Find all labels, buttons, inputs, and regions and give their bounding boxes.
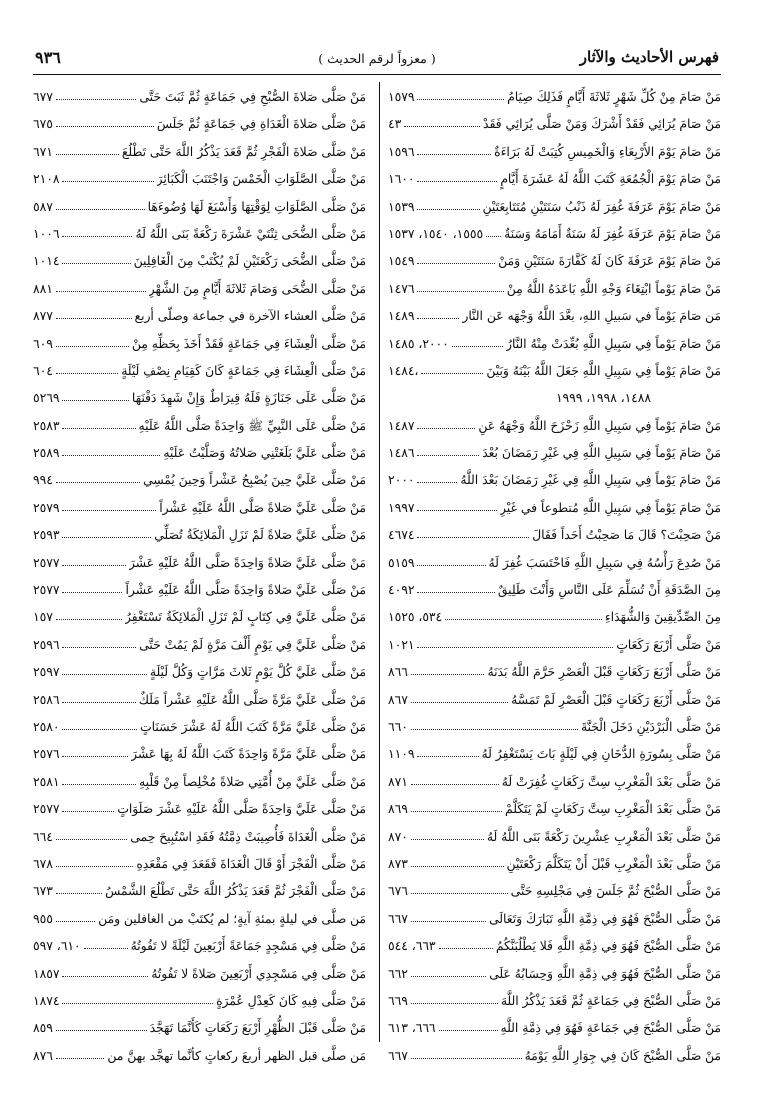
index-entry [388,714,721,741]
entry-reference: ٢٥٨١ [33,774,60,789]
entry-text: مَنْ صَامَ مِنْ كُلِّ شَهْرٍ ثَلاثَةَ أَيَّامٍ فَذَلِكَ صِيَامُ [507,90,721,104]
leader-dots [62,647,136,648]
entry-text: مَنْ صَلَّى الصَّلَوَاتِ الْخَمْسَ وَاجْتَنَبَ الْكَبَائِرَ [156,172,366,187]
index-entry [33,851,366,878]
leader-dots [417,455,479,456]
index-entry [33,961,366,988]
leader-dots [56,346,129,347]
entry-text: مَنْ صَلَّى عَلَيَّ مَرَّةً وَاحِدَةً كَتَبَ اللَّهُ لَهُ بِهَا عَشْرَ [131,747,366,762]
entry-text: مَنْ صَلَّى عَلَيَّ مَرَّةً كَتَبَ اللَّهُ لَهُ عَشْرَ حَسَنَاتٍ [140,719,366,734]
entry-reference: ٢٥٧٦ [33,747,60,762]
page-number: ٩٣٦ [35,48,61,67]
leader-dots [56,154,119,155]
leader-dots [62,510,156,511]
index-entry [388,961,721,988]
entry-text: مَنْ صَلَّى الْعِشَاءَ فِي جَمَاعَةٍ فَقَدْ أَخَذَ بِحَظِّهِ مِنْ [131,336,366,351]
index-entry [388,84,721,111]
entry-text: مَنْ صَامَ يَوْمَ عَرَفَةَ كَانَ لَهُ كَفَّارَةَ سَنَتَيْنِ وَمَنْ [498,254,721,269]
leader-dots [62,400,129,401]
entry-reference: ١٥٧ [33,610,53,625]
entry-text: مِنَ الصَّدَقَةِ أَنْ تُسَلِّمَ عَلَى النَّاسِ وَأَنْتَ طَلِيقٌ [497,583,721,598]
leader-dots [417,592,495,593]
index-entry [33,796,366,823]
entry-reference: ١٠١٤ [33,254,60,269]
entry-text: مَنْ صَلَّى صَلاةَ الْغَدَاةِ فِي جَمَاعَةٍ ثُمَّ جَلَسَ [156,117,366,132]
index-entry [33,331,366,358]
entry-text: مَنْ صَلَّى عَلَيَّ فِي كِتَابٍ لَمْ تَزَلِ الْمَلائِكَةُ تَسْتَغْفِرُ [124,610,366,625]
index-entry [388,522,721,549]
entry-text: مَن صَامَ يَوْماً في سَبيلِ اللهِ، بعَّدَ اللَّهُ وَجْهَه عَن النَّار [462,309,721,324]
leader-dots [411,976,486,977]
entry-text: مَنْ صَامَ يَوْماً فِي سَبِيلِ اللَّهِ فِي غَيْرِ رَمَضَانَ بَعْدَ اللَّهُ [460,473,721,488]
entry-text: مَنْ صَامَ يَوْماً فِي سَبِيلِ اللَّهِ فِي غَيْرِ رَمَضَانَ بُعْدَ [482,446,721,461]
entry-text: مَنْ صُدِعَ رَأْسُهُ فِي سَبِيلِ اللَّهِ فَاحْتَسَبَ غُفِرَ لَهُ [488,555,721,570]
column-divider [379,82,380,1042]
leader-dots [421,373,483,374]
index-entry [388,824,721,851]
leader-dots [62,236,132,237]
entry-reference: ٦٧٧ [33,90,53,104]
entry-text: مِنَ الصِّدِّيقِينَ وَالشُّهَدَاءِ [604,610,721,625]
entry-reference: ٢٠٠٠ [388,473,415,488]
entry-reference: ١٨٥٧ [33,966,60,981]
index-entry [388,248,721,275]
entry-reference: ٥٣٤، ١٥٢٥ [388,610,443,625]
entry-text: مَنْ صَلَّى بَعْدَ الْمَغْرِبِ سِتَّ رَكَعَاتٍ غُفِرَتْ لَهُ [501,774,721,789]
entry-reference: ٢١٠٨ [33,172,60,187]
entry-reference: ٢٥٧٧ [33,583,60,598]
index-entry [33,632,366,659]
entry-text: مَنْ صَامَ يُرَائِي فَقَدْ أَشْرَكَ وَمَنْ صَلَّى يُرَائِي فَقَدْ [482,117,721,132]
leader-dots [56,619,122,620]
entry-text: مَنْ صَلَّى الْعِشَاءَ فِي جَمَاعَةٍ كَانَ كَقِيَامِ نِصْفِ لَيْلَةٍ [121,363,366,378]
leader-dots [62,976,148,977]
entry-reference: ٨٦٦ [388,665,408,680]
index-entry [33,139,366,166]
leader-dots [56,126,154,127]
leader-dots [56,291,146,292]
entry-reference: ١٥٩٦ [388,144,415,159]
index-entry [388,988,721,1015]
index-entry [388,440,721,467]
entry-reference: ٢٥٨٣ [33,418,60,433]
leader-dots [486,236,501,237]
entry-reference: ٨٧١ [388,774,408,789]
leader-dots [439,948,493,949]
index-entry [33,84,366,111]
leader-dots [417,756,479,757]
index-entry [388,276,721,303]
leader-dots [411,811,502,812]
index-entry [33,577,366,604]
index-entry [33,522,366,549]
leader-dots [56,482,140,483]
entry-reference: ٨٧٧ [33,309,53,324]
leader-dots [62,674,147,675]
entry-text: مَنْ صَلَّى عَلَيَّ صَلاةً وَاحِدَةً صَلَّى اللَّهُ عَلَيْهِ عَشْراً [125,583,366,598]
leader-dots [62,263,131,264]
index-entry [33,604,366,631]
leader-dots [417,263,495,264]
entry-reference: ٢٥٧٧ [33,802,60,817]
leader-dots [411,893,508,894]
entry-reference: ٨٨١ [33,281,53,296]
entry-reference: ١٤٨٤، [388,363,419,378]
index-entry [33,687,366,714]
entry-text: مَنْ صَلَّى عَلَيَّ حِينَ يُصْبِحُ عَشْراً وَحِينَ يُمْسِي [142,473,366,488]
leader-dots [417,154,491,155]
entry-text: مَنْ صَلَّى قَبْلَ الظُّهْرِ أَرْبَعَ رَكَعَاتٍ كَأَنَّمَا تَهَجَّدَ [149,1021,366,1036]
entry-reference: ٨٧٦ [33,1048,53,1063]
entry-text: مَنْ صَلَّى الصُّبْحَ فَهُوَ فِي ذِمَّةِ اللَّهِ تَبَارَكَ وَتَعَالَى [489,911,721,926]
entry-reference: ١٩٩٧ [388,500,415,515]
entry-text: مَنْ صَلَّى بَعْدَ الْمَغْرِبِ سِتَّ رَكَعَاتٍ لَمْ يَتَكَلَّمْ [505,802,721,817]
index-entry [33,1015,366,1042]
leader-dots [411,674,484,675]
entry-reference: ٦٧١ [33,144,53,159]
entry-reference: ٢٥٨٠ [33,719,60,734]
index-entry [388,741,721,768]
entry-text: مَن صلَّى قبل الظهر أربعَ ركعاتٍ كأنَّما تهجَّد بهنَّ من [107,1048,366,1063]
entry-reference: ١٦٠٠ [388,172,415,187]
leader-dots [62,455,160,456]
index-entry [33,659,366,686]
entry-text: مَنْ صَلَّى الصُّبْحَ فَهُوَ فِي ذِمَّةِ اللَّهِ فَلا يَطْلُبَنَّكُمُ [495,939,721,954]
entry-text: مَنْ صَلَّى صَلاةَ الْفَجْرِ ثُمَّ قَعَدَ يَذْكُرُ اللَّهَ حَتَّى تَطْلُعَ [121,144,366,159]
leader-dots [56,373,118,374]
index-entry [388,687,721,714]
entry-text: مَنْ صَلَّى فِي مَسْجِدِي أَرْبَعِينَ صَلاةً لا تَفُوتُهُ [151,966,366,981]
index-column-right [388,84,721,1070]
index-entry [388,659,721,686]
leader-dots [439,1030,498,1031]
entry-reference: ٩٥٥ [33,911,53,926]
index-entry [33,906,366,933]
index-entry [33,111,366,138]
entry-reference: ٦٦٩ [388,993,408,1008]
entry-reference: ٦٦٢ [388,966,408,981]
entry-reference: ٢٥٨٦ [33,692,60,707]
entry-reference: ١٥٣٩ [388,199,415,214]
entry-reference: ٤٠٩٢ [388,583,415,598]
entry-text: مَنْ صَامَ يَوْمَ عَرَفَةَ غُفِرَ لَهُ سَنَةٌ أَمَامَهُ وَسَنَةٌ [504,226,721,241]
leader-dots [56,866,133,867]
entry-text: مَنْ صَلَّى بِسُورَةِ الدُّخَانِ فِي لَيْلَةٍ بَاتَ يَسْتَغْفِرُ لَهُ [481,747,721,762]
entry-text: مَنْ صَامَ يَوْماً فِي سَبِيلِ اللَّهِ بُعِّدَتْ مِنْهُ النَّارُ [506,336,721,351]
index-column-left [33,84,366,1070]
entry-reference: ٤٦٧٤ [388,528,415,543]
entry-reference: ١٠٢١ [388,637,415,652]
entry-reference: ٨٧٣ [388,856,408,871]
index-entry [388,851,721,878]
entry-text: مَنْ صَامَ يَوْماً فِي سَبِيلِ اللَّهِ جَعَلَ اللَّهُ بَيْنَهُ وَبَيْنَ [486,363,721,378]
entry-text: مَنْ صَلَّى عَلَيَّ وَاحِدَةً صَلَّى اللَّهُ عَلَيْهِ عَشْرَ صَلَوَاتٍ [117,802,366,817]
leader-dots [417,565,486,566]
entry-text: مَنْ صَلَّى فِي مَسْجِدٍ جَمَاعَةً أَرْبَعِينَ لَيْلَةً لا تَفُوتُهُ [130,939,366,954]
leader-dots [411,1058,522,1059]
leader-dots [417,291,504,292]
leader-dots [62,811,114,812]
entry-reference: ٨٧٠ [388,829,408,844]
index-entry [388,933,721,960]
index-entry [388,796,721,823]
leader-dots [411,1003,498,1004]
index-entry [33,769,366,796]
index-entry [33,358,366,385]
leader-dots [417,181,497,182]
leader-dots [411,921,486,922]
entry-reference: ٦١٠، ٥٩٧ [33,939,81,954]
entry-text: مَنْ صَلَّى بَعْدَ الْمَغْرِبِ عِشْرِينَ رَكْعَةً بَنَى اللَّهُ لَهُ [486,829,721,844]
entry-reference: ٦٦٠ [388,719,408,734]
index-entry [33,221,366,248]
leader-dots [411,702,508,703]
index-entry [388,139,721,166]
index-entry [33,550,366,577]
entry-reference: ١٤٨٦ [388,446,415,461]
leader-dots [411,729,578,730]
index-entry [33,303,366,330]
entry-reference: ٦٠٩ [33,336,53,351]
entry-reference: ١٥٧٩ [388,90,415,104]
entry-text: مَنْ صَلَّى عَلَيَّ فِي يَوْمٍ أَلْفَ مَرَّةٍ لَمْ يَمُتْ حَتَّى [139,637,366,652]
leader-dots [411,839,484,840]
index-entry [33,194,366,221]
entry-text: مَنْ صَلَّى الضُّحَى رَكْعَتَيْنِ لَمْ يُكْتَبْ مِنَ الْغَافِلِينَ [133,254,366,269]
leader-dots [56,893,102,894]
leader-dots [417,482,457,483]
entry-text: مَنْ صَلَّى الصُّبْحَ ثُمَّ جَلَسَ فِي مَجْلِسِهِ حَتَّى [510,884,721,899]
index-entry [33,714,366,741]
entry-reference: ٢٥٨٩ [33,446,60,461]
leader-dots [56,1030,147,1031]
leader-dots [62,1003,213,1004]
entry-reference: ٦٦٦، ٦١٣ [388,1021,436,1036]
index-entry [33,413,366,440]
leader-dots [411,866,504,867]
leader-dots [56,209,145,210]
entry-reference: ٤٣ [388,117,402,132]
index-entry [388,906,721,933]
entry-text: مَنْ صَلَّى أَرْبَعَ رَكَعَاتٍ قَبْلَ الْعَصْرِ حَرَّمَ اللَّهُ بَدَنَهُ [487,665,721,680]
entry-reference: ٥٢٦٩ [33,391,60,406]
leader-dots [62,756,128,757]
entry-reference: ٥١٥٩ [388,555,415,570]
index-entry [33,988,366,1015]
entry-reference: ٢٥٧٧ [33,555,60,570]
index-entry [388,303,721,330]
entry-reference: ٢٥٧٩ [33,500,60,515]
entry-text: مَنْ صَلَّى عَلَيَّ بَلَغَتْنِي صَلاتُهُ وَصَلَّيْتُ عَلَيْهِ [163,446,366,461]
entry-reference: ١٤٨٧ [388,418,415,433]
index-entry [388,604,721,631]
entry-text: مَنْ صَلَّى عَلَيَّ مَرَّةً صَلَّى اللَّهُ عَلَيْهِ عَشْراً مَلَكٌ [138,692,366,707]
entry-reference: ٦٧٨ [33,856,53,871]
entry-text: مَنْ صَامَ يَوْماً فِي سَبِيلِ اللَّهِ زَحْزَحَ اللَّهُ وَجْهَهُ عَنِ [478,418,721,433]
entry-text: مَن صلَّى في ليلةٍ بمئةِ آيةٍ؛ لم يُكتَبْ من الغافلين ومَن [98,911,366,926]
index-entry [33,166,366,193]
index-entry [33,933,366,960]
entry-text: مَنْ صَلَّى الْبَرْدَيْنِ دَخَلَ الْجَنَّةَ [580,719,721,734]
entry-reference: ٢٥٩٣ [33,528,60,543]
entry-text: مَنْ صَلَّى صَلاةَ الصُّبْحِ فِي جَمَاعَةٍ ثُمَّ ثَبَتَ حَتَّى [139,90,366,104]
leader-dots [62,428,136,429]
entry-reference: ٦٧٥ [33,117,53,132]
leader-dots [62,592,122,593]
leader-dots [56,318,132,319]
entry-reference: ٢٥٩٧ [33,665,60,680]
leader-dots [411,784,499,785]
leader-dots [84,948,128,949]
leader-dots [56,99,136,100]
entry-reference: ٦٧٣ [33,884,53,899]
index-entry [33,248,366,275]
index-entry [33,440,366,467]
page-title: فهرس الأحاديث والآثار [579,48,719,66]
entry-text: مَنْ صَلَّى أَرْبَعَ رَكَعَاتٍ [616,637,721,652]
leader-dots [62,181,154,182]
entry-reference: ٦٦٣، ٥٤٤ [388,939,436,954]
index-entry [388,632,721,659]
entry-reference: ١١٠٩ [388,747,415,762]
page-header [33,44,721,75]
leader-dots [417,99,504,100]
entry-reference: ٨٦٩ [388,802,408,817]
entry-reference: ٥٨٧ [33,199,53,214]
leader-dots [417,318,459,319]
index-entry [388,358,721,385]
index-entry [388,467,721,494]
leader-dots [56,921,95,922]
entry-text: مَنْ صَلَّى عَلَيَّ صَلاةً صَلَّى اللَّهُ عَلَيْهِ عَشْراً [159,500,366,515]
index-entry [388,221,721,248]
index-entry [388,1015,721,1042]
entry-reference: ١٤٧٦ [388,281,415,296]
entry-reference: ٢٠٠٠، ١٤٨٥ [388,336,449,351]
index-entry [33,878,366,905]
entry-text: مَنْ صَلَّى الضُّحَى ثِنْتَيْ عَشْرَةَ رَكْعَةً بَنَى اللَّهُ لَهُ [135,226,366,241]
index-entry [33,824,366,851]
entry-text: مَنْ صَامَ يَوْماً فِي سَبِيلِ اللَّهِ مُتطوعاً في غَيْرِ [500,500,721,515]
leader-dots [56,839,127,840]
leader-dots [62,565,126,566]
leader-dots [417,428,475,429]
index-entry [388,769,721,796]
entry-text: مَنْ صَلَّى عَلَيَّ مِنْ أُمَّتِي صَلاةً مُخْلِصاً مِنْ قَلْبِهِ [139,774,366,789]
entry-text: مَنْ صَلَّى فِيهِ كَانَ كَعِدْلِ عُمْرَةٍ [216,993,366,1008]
entry-reference: ٩٩٤ [33,473,53,488]
index-entry [388,385,721,412]
entry-text: مَنْ صَلَّى الصُّبْحَ فِي جَمَاعَةٍ فَهُوَ فِي ذِمَّةِ اللَّهِ [500,1021,721,1036]
index-entry [33,385,366,412]
entry-text: مَنْ صَلَّى عَلَى جَنَازَةٍ فَلَهُ قِيرَاطٌ وَإِنْ شَهِدَ دَفْنَهَا [131,391,366,406]
index-entry [388,577,721,604]
entry-reference: ١٠٠٦ [33,226,60,241]
entry-text: مَنْ صَلَّى الصُّبْحَ فَهُوَ فِي ذِمَّةِ اللَّهِ وَحِسَابُهُ عَلَى [489,966,721,981]
index-entry [33,1043,366,1070]
index-entry [388,495,721,522]
index-entry [388,166,721,193]
entry-text: مَنْ صَلَّى الْفَجْرَ أَوْ قَالَ الْغَدَاةَ فَقَعَدَ فِي مَقْعَدِهِ [136,856,366,871]
leader-dots [62,702,136,703]
leader-dots [62,537,151,538]
entry-reference: ٦٦٧ [388,911,408,926]
index-entry [388,1043,721,1070]
index-entry [388,550,721,577]
entry-text: مَنْ صَلَّى عَلَيَّ كُلَّ يَوْمٍ ثَلاثَ مَرَّاتٍ وَكُلَّ لَيْلَةٍ [149,665,366,680]
entry-reference: ٦٠٤ [33,363,53,378]
index-entry [33,741,366,768]
leader-dots [452,346,503,347]
index-entry [388,413,721,440]
entry-text: مَنْ صَامَ يَوْماً ابْتِغَاءَ وَجْهِ اللَّهِ بَاعَدَهُ اللَّهُ مِنْ [506,281,721,296]
entry-reference: ١٥٥٥، ١٥٤٠، ١٥٣٧ [388,226,484,241]
leader-dots [417,647,613,648]
entry-reference: ٨٥٩ [33,1021,53,1036]
index-entry [33,467,366,494]
index-entry [33,495,366,522]
index-entry [388,111,721,138]
entry-text: مَنْ صَامَ يَوْمَ الْجُمُعَةِ كَتَبَ اللَّهُ لَهُ عَشَرَةَ أَيَّامٍ [500,172,721,187]
entry-text: مَنْ صَلَّى أَرْبَعَ رَكَعَاتٍ قَبْلَ الْعَصْرِ لَمْ تَمَسَّهُ [511,692,721,707]
entry-text: مَنْ صَلَّى العشاء الآخرة في جماعة وصلّى أربع [134,309,366,324]
entry-reference: ١٥٤٩ [388,254,415,269]
entry-reference: ٦٦٤ [33,829,53,844]
leader-dots [404,126,480,127]
index-entry [33,276,366,303]
entry-text: مَنْ صَلَّى عَلَيَّ صَلاةً وَاحِدَةً صَلَّى اللَّهُ عَلَيْهِ عَشْرَ [128,555,366,570]
entry-text: مَنْ صَلَّى الْغَدَاةَ فَأُصِيبَتْ ذِمَّتُهُ فَقَدِ اسْتُبِيحَ حِمى [130,829,366,844]
entry-reference: ٦٧٦ [388,884,408,899]
leader-dots [62,784,136,785]
leader-dots [56,1058,104,1059]
leader-dots [417,209,480,210]
leader-dots [417,510,497,511]
entry-text: مَنْ صَامَ يَوْمَ عَرَفَةَ غُفِرَ لَهُ ذَنْبُ سَنَتَيْنِ مُتَتَابِعَتَيْنِ [482,199,721,214]
entry-text: مَنْ صَلَّى الصُّبْحَ فِي جَمَاعَةٍ ثُمَّ قَعَدَ يَذْكُرُ اللَّهَ [500,993,721,1008]
entry-text: مَنْ صَحِبْتَ؟ قَالَ مَا صَحِبْتُ أَحَداً فَقَالَ [532,528,721,543]
index-entry [388,194,721,221]
entry-text: مَنْ صَامَ يَوْمَ الأَرْبِعَاءِ وَالْخَمِيسِ كُتِبَتْ لَهُ بَرَاءَةٌ [494,144,721,159]
entry-text: مَنْ صَلَّى الصُّبْحَ كَانَ فِي جِوَارِ اللَّهِ يَوْمَهُ [524,1048,721,1063]
entry-reference: ٨٦٧ [388,692,408,707]
leader-dots [417,537,529,538]
index-entry [388,331,721,358]
leader-dots [445,619,602,620]
entry-text: مَنْ صَلَّى الصَّلَوَاتِ لِوَقْتِهَا وَأَسْبَغَ لَهَا وُضُوءَهَا [147,199,366,214]
entry-reference: ٦٦٧ [388,1048,408,1063]
page-subtitle: ( معزواً لرقم الحديث ) [318,51,436,66]
entry-text: مَنْ صَلَّى بَعْدَ الْمَغْرِبِ قَبْلَ أَنْ يَتَكَلَّمَ رَكْعَتَيْنِ [506,856,721,871]
entry-reference: ١٨٧٤ [33,993,60,1008]
leader-dots [62,729,137,730]
entry-text: مَنْ صَلَّى الْفَجْرَ ثُمَّ قَعَدَ يَذْكُرُ اللَّهَ حَتَّى تَطْلُعَ الشَّمْسُ [105,884,366,899]
entry-text: مَنْ صَلَّى عَلَى النَّبِيِّ ﷺ وَاحِدَةً صَلَّى اللَّهُ عَلَيْهِ [138,418,366,433]
entry-reference: ١٤٨٨، ١٩٩٨، ١٩٩٩ [555,391,651,406]
entry-text: مَنْ صَلَّى عَلَيَّ صَلاةً لَمْ تَزَلِ الْمَلائِكَةُ تُصَلِّي [154,528,366,543]
index-entry [388,878,721,905]
entry-reference: ٢٥٩٦ [33,637,60,652]
entry-reference: ١٤٨٩ [388,309,415,324]
entry-text: مَنْ صَلَّى الضُّحَى وَصَامَ ثَلاثَةَ أَيَّامٍ مِنَ الشَّهْرِ [148,281,366,296]
